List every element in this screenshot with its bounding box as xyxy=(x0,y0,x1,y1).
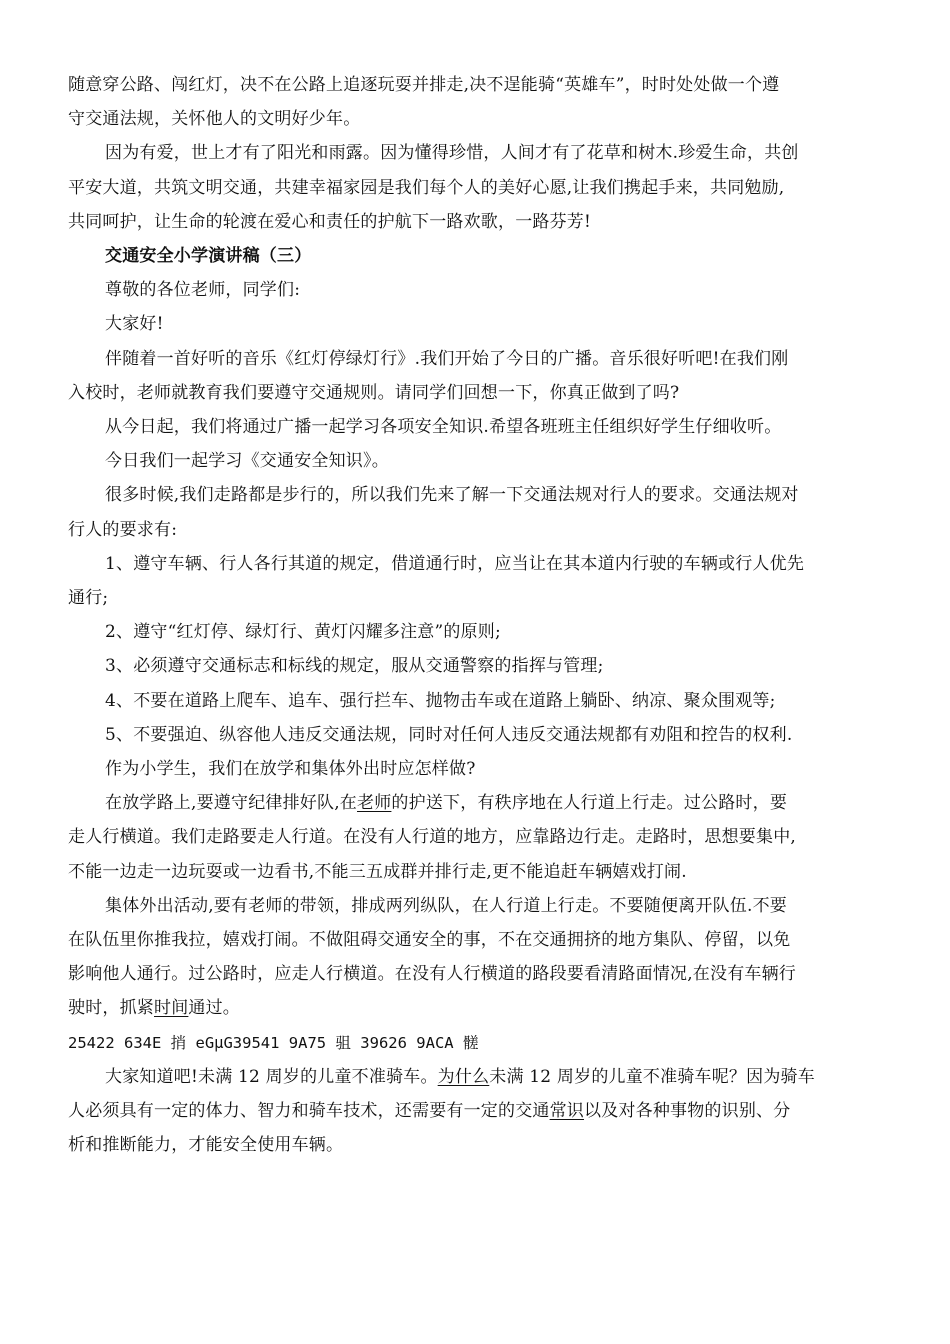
underlined-word: 老师 xyxy=(357,793,392,814)
paragraph-line: 因为有爱，世上才有了阳光和雨露。因为懂得珍惜，人间才有了花草和树木.珍爱生命，共创 xyxy=(105,143,799,164)
document-page xyxy=(68,68,888,1163)
greeting: 大家好! xyxy=(105,314,164,335)
paragraph-line: 不能一边走一边玩耍或一边看书,不能三五成群并排行走,更不能追赶车辆嬉戏打闹. xyxy=(68,861,687,882)
paragraph-line: 共同呵护，让生命的轮渡在爱心和责任的护航下一路欢歌，一路芬芳! xyxy=(68,211,592,232)
paragraph-line: 守交通法规，关怀他人的文明好少年。 xyxy=(68,109,361,130)
underlined-word: 时间 xyxy=(154,998,189,1019)
paragraph-line: 今日我们一起学习《交通安全知识》。 xyxy=(105,451,389,472)
paragraph-line: 入校时，老师就教育我们要遵守交通规则。请同学们回想一下，你真正做到了吗? xyxy=(68,382,680,403)
paragraph-line: 集体外出活动,要有老师的带领，排成两列纵队，在人行道上行走。不要随便离开队伍.不要 xyxy=(105,895,788,916)
list-item: 2、遵守“红灯停、绿灯行、黄灯闪耀多注意”的原则; xyxy=(105,622,501,643)
paragraph-line: 很多时候,我们走路都是步行的，所以我们先来了解一下交通法规对行人的要求。交通法规对 xyxy=(105,485,799,506)
paragraph-line: 析和推断能力，才能安全使用车辆。 xyxy=(68,1135,344,1156)
paragraph-line: 走人行横道。我们走路要走人行道。在没有人行道的地方，应靠路边行走。走路时，思想要集中, xyxy=(68,827,797,848)
text-span: 未满 12 周岁的儿童不准骑车呢？因为骑车 xyxy=(489,1066,815,1087)
list-item: 4、不要在道路上爬车、追车、强行拦车、抛物击车或在道路上躺卧、纳凉、聚众围观等; xyxy=(105,690,776,711)
paragraph-line: 伴随着一首好听的音乐《红灯停绿灯行》.我们开始了今日的广播。音乐很好听吧!在我们刚 xyxy=(105,348,789,369)
text-span: 驶时，抓紧 xyxy=(68,998,154,1019)
text-span: 的护送下，有秩序地在人行道上行走。过公路时，要 xyxy=(391,793,788,814)
paragraph-line xyxy=(68,786,888,820)
list-item: 5、不要强迫、纵容他人违反交通法规，同时对任何人违反交通法规都有劝阻和控告的权利. xyxy=(105,724,793,745)
text-span: 人必须具有一定的体力、智力和骑车技术，还需要有一定的交通 xyxy=(68,1101,550,1122)
paragraph-line: 影响他人通行。过公路时，应走人行横道。在没有人行横道的路段要看清路面情况,在没有车辆行 xyxy=(68,964,797,985)
paragraph-line: 从今日起，我们将通过广播一起学习各项安全知识.希望各班班主任组织好学生仔细收听。 xyxy=(105,417,782,438)
text-span: 以及对各种事物的识别、分 xyxy=(584,1101,791,1122)
text-span: 通过。 xyxy=(188,998,241,1019)
text-span: 大家知道吧!未满 12 周岁的儿童不准骑车。 xyxy=(105,1066,438,1087)
garbled-code-line: 25422 634E 捎 eGμG39541 9A75 驵 39626 9ACA 髊 xyxy=(68,1033,479,1052)
salutation: 尊敬的各位老师，同学们: xyxy=(105,280,301,301)
paragraph-line: 随意穿公路、闯红灯，决不在公路上追逐玩耍并排走,决不逞能骑“英雄车”，时时处处做一个遵 xyxy=(68,75,780,95)
paragraph-line xyxy=(68,991,888,1025)
paragraph-line: 在队伍里你推我拉，嬉戏打闹。不做阻碍交通安全的事，不在交通拥挤的地方集队、停留，以免 xyxy=(68,930,791,951)
list-item: 1、遵守车辆、行人各行其道的规定，借道通行时，应当让在其本道内行驶的车辆或行人优先 xyxy=(105,553,805,574)
paragraph-line: 作为小学生，我们在放学和集体外出时应怎样做? xyxy=(105,759,476,780)
list-item: 3、必须遵守交通标志和标线的规定，服从交通警察的指挥与管理; xyxy=(105,656,604,677)
underlined-word: 为什么 xyxy=(437,1066,490,1087)
section-title: 交通安全小学演讲稿（三） xyxy=(105,246,312,267)
paragraph-line: 行人的要求有: xyxy=(68,519,178,540)
text-span: 在放学路上,要遵守纪律排好队,在 xyxy=(105,793,358,814)
list-item-continuation: 通行; xyxy=(68,588,109,609)
underlined-word: 常识 xyxy=(549,1101,585,1122)
paragraph-line xyxy=(68,1060,888,1094)
paragraph-line: 平安大道，共筑文明交通，共建幸福家园是我们每个人的美好心愿,让我们携起手来，共同勉励, xyxy=(68,177,785,198)
paragraph-line xyxy=(68,1094,888,1128)
